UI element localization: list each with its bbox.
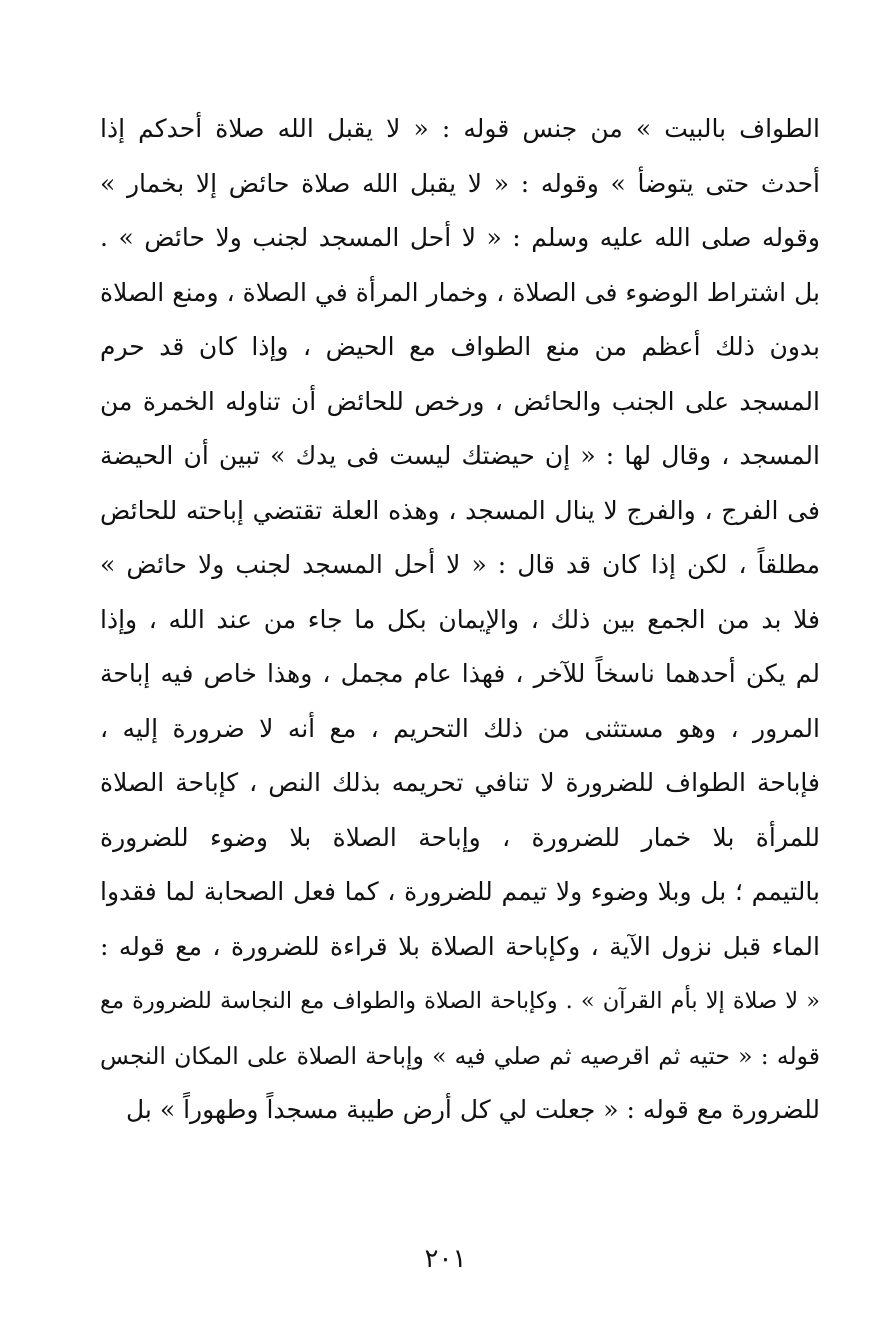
text-line: فإباحة الطواف للضرورة لا تنافي تحريمه بذلك النص ، كإباحة الصلاة (100, 768, 820, 797)
text-line: أحدث حتى يتوضأ » وقوله : « لا يقبل الله صلاة حائض إلا بخمار » (100, 168, 820, 198)
text-line: فى الفرج ، والفرج لا ينال المسجد ، وهذه العلة تقتضي إباحته للحائض (100, 495, 820, 525)
text-line: بدون ذلك أعظم من منع الطواف مع الحيض ، وإذا كان قد حرم (100, 332, 820, 361)
text-line: قوله : « حتيه ثم اقرصيه ثم صلي فيه » وإباحة الصلاة على المكان النجس (100, 1041, 820, 1070)
text-line: الماء قبل نزول الآية ، وكإباحة الصلاة بلا قراءة للضرورة ، مع قوله : (100, 931, 820, 961)
text-line: وقوله صلى الله عليه وسلم : « لا أحل المسجد لجنب ولا حائض » . (100, 223, 820, 252)
text-line: الطواف بالبيت » من جنس قوله : « لا يقبل الله صلاة أحدكم إذا (100, 114, 820, 143)
text-line: مطلقاً ، لكن إذا كان قد قال : « لا أحل المسجد لجنب ولا حائض » (100, 550, 820, 579)
text-line: للمرأة بلا خمار للضرورة ، وإباحة الصلاة بلا وضوء للضرورة (100, 822, 820, 852)
page-number: ٢٠١ (424, 1244, 467, 1274)
text-line: « لا صلاة إلا بأم القرآن » . وكإباحة الصلاة والطواف مع النجاسة للضرورة مع (100, 988, 820, 1014)
body-text (100, 102, 820, 1138)
text-line: فلا بد من الجمع بين ذلك ، والإيمان بكل ما جاء من عند الله ، وإذا (100, 604, 820, 634)
text-line: للضرورة مع قوله : « جعلت لي كل أرض طيبة مسجداً وطهوراً » بل (126, 1095, 820, 1124)
text-line: المرور ، وهو مستثنى من ذلك التحريم ، مع أنه لا ضرورة إليه ، (100, 713, 820, 743)
text-line: بل اشتراط الوضوء فى الصلاة ، وخمار المرأة في الصلاة ، ومنع الصلاة (100, 277, 820, 307)
text-line: المسجد على الجنب والحائض ، ورخص للحائض أن تناوله الخمرة من (100, 386, 820, 416)
text-line: بالتيمم ؛ بل وبلا وضوء ولا تيمم للضرورة ، كما فعل الصحابة لما فقدوا (100, 877, 820, 906)
text-line: المسجد ، وقال لها : « إن حيضتك ليست فى يدك » تبين أن الحيضة (100, 441, 820, 470)
text-line: لم يكن أحدهما ناسخاً للآخر ، فهذا عام مجمل ، وهذا خاص فيه إباحة (100, 659, 820, 688)
